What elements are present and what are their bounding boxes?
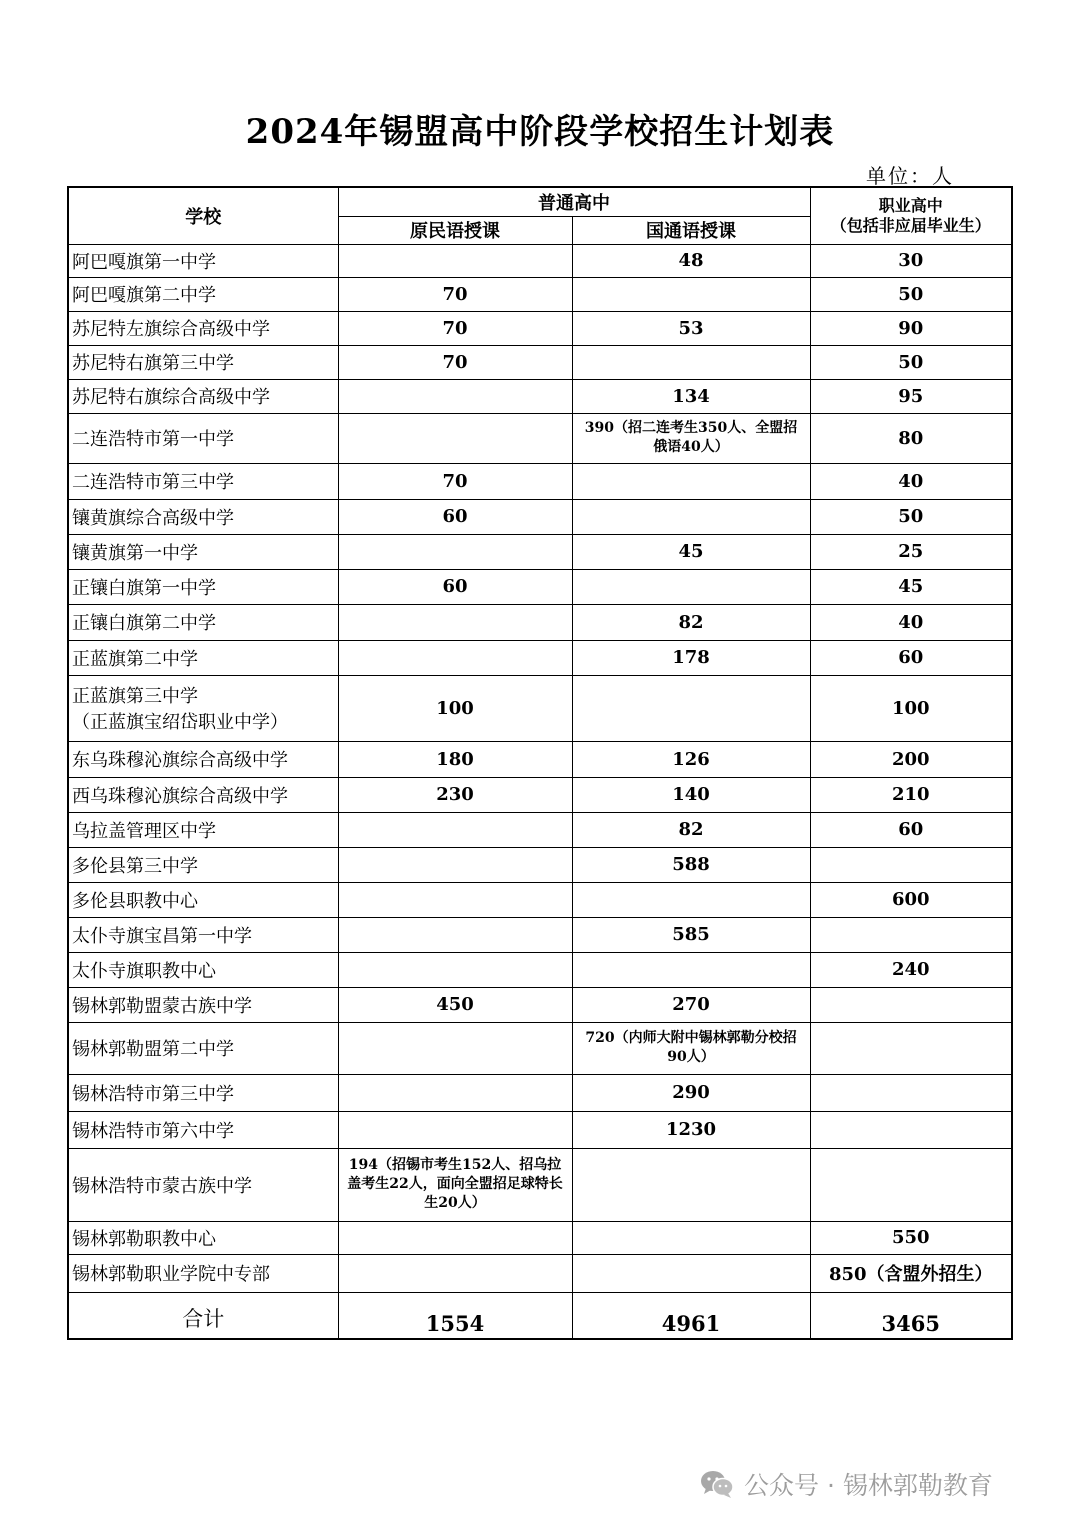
- vocational-value: [810, 987, 1012, 1022]
- school-name: [68, 675, 338, 741]
- mongolian-value: [338, 812, 572, 847]
- mongolian-value: [338, 534, 572, 569]
- school-name-line: 二连浩特市第一中学: [72, 429, 234, 450]
- school-name: [68, 917, 338, 952]
- total-mongolian: 1554: [338, 1292, 572, 1339]
- chinese-value: 1230: [572, 1111, 810, 1148]
- school-name-line: 锡林浩特市第三中学: [72, 1083, 234, 1105]
- school-name-line: 镶黄旗第一中学: [72, 542, 198, 564]
- school-name-line: 太仆寺旗宝昌第一中学: [72, 925, 252, 947]
- mongolian-value: [338, 604, 572, 640]
- table-row: [68, 413, 1012, 463]
- school-name: [68, 1254, 338, 1292]
- school-name-line: 太仆寺旗职教中心: [72, 960, 216, 982]
- school-name-line: 阿巴嘎旗第二中学: [72, 285, 216, 306]
- school-name: [68, 777, 338, 812]
- chinese-value: [572, 1221, 810, 1254]
- chinese-value: 53: [572, 311, 810, 345]
- header-general: 普通高中: [338, 187, 810, 216]
- chinese-value: [572, 345, 810, 379]
- mongolian-value: 70: [338, 345, 572, 379]
- school-name: [68, 640, 338, 675]
- mongolian-value: 100: [338, 675, 572, 741]
- table-row: [68, 675, 1012, 741]
- vocational-value: [810, 1022, 1012, 1074]
- mongolian-value: [338, 244, 572, 277]
- mongolian-value: 194（招锡市考生152人、招乌拉盖考生22人，面向全盟招足球特长生20人）: [338, 1148, 572, 1221]
- chinese-value: 134: [572, 379, 810, 413]
- chinese-value: 178: [572, 640, 810, 675]
- mongolian-value: [338, 379, 572, 413]
- table-row: [68, 1148, 1012, 1221]
- school-name: [68, 1074, 338, 1111]
- vocational-value: [810, 1111, 1012, 1148]
- school-name: [68, 1022, 338, 1074]
- table-row: [68, 952, 1012, 987]
- school-name-line: 正镶白旗第一中学: [72, 577, 216, 599]
- table-row: [68, 463, 1012, 499]
- table-row: [68, 882, 1012, 917]
- vocational-value: [810, 1148, 1012, 1221]
- table-row: [68, 499, 1012, 534]
- mongolian-value: 180: [338, 741, 572, 777]
- mongolian-value: [338, 882, 572, 917]
- chinese-value: 720（内师大附中锡林郭勒分校招90人）: [572, 1022, 810, 1074]
- header-vocational-title: 职业高中: [878, 195, 943, 215]
- table-row: [68, 569, 1012, 604]
- chinese-value: [572, 569, 810, 604]
- chinese-value: 82: [572, 604, 810, 640]
- chinese-value: 290: [572, 1074, 810, 1111]
- table-row: [68, 847, 1012, 882]
- school-name-line: 多伦县职教中心: [72, 890, 198, 912]
- chinese-value: [572, 463, 810, 499]
- school-name: [68, 345, 338, 379]
- school-name-line: 锡林浩特市第六中学: [72, 1120, 234, 1142]
- mongolian-value: [338, 1221, 572, 1254]
- chinese-value: [572, 277, 810, 311]
- vocational-value: 200: [810, 741, 1012, 777]
- table-row: [68, 311, 1012, 345]
- table-row: [68, 244, 1012, 277]
- school-name: [68, 379, 338, 413]
- school-name-line: 正蓝旗第二中学: [72, 648, 198, 670]
- mongolian-value: [338, 1111, 572, 1148]
- school-name: [68, 1148, 338, 1221]
- chinese-value: 48: [572, 244, 810, 277]
- school-name-line: 锡林郭勒盟蒙古族中学: [72, 995, 252, 1017]
- mongolian-value: [338, 952, 572, 987]
- mongolian-value: [338, 1074, 572, 1111]
- vocational-value: [810, 1074, 1012, 1111]
- table-row: [68, 1111, 1012, 1148]
- table-row: [68, 917, 1012, 952]
- page-title: 2024年锡盟高中阶段学校招生计划表: [245, 112, 835, 152]
- vocational-value: 550: [810, 1221, 1012, 1254]
- chinese-value: 45: [572, 534, 810, 569]
- chinese-value: 270: [572, 987, 810, 1022]
- vocational-value: 850（含盟外招生）: [810, 1254, 1012, 1292]
- school-name-line: 乌拉盖管理区中学: [72, 820, 216, 842]
- school-name: [68, 244, 338, 277]
- watermark: [700, 1464, 993, 1504]
- vocational-value: 40: [810, 463, 1012, 499]
- enrollment-table: [67, 186, 1013, 1340]
- mongolian-value: 70: [338, 463, 572, 499]
- mongolian-value: 70: [338, 277, 572, 311]
- watermark-text: 公众号 · 锡林郭勒教育: [744, 1471, 993, 1500]
- school-name-line: 苏尼特左旗综合高级中学: [72, 319, 270, 340]
- chinese-value: 126: [572, 741, 810, 777]
- table-row: [68, 1221, 1012, 1254]
- vocational-value: 25: [810, 534, 1012, 569]
- mongolian-value: 450: [338, 987, 572, 1022]
- school-name-line: 阿巴嘎旗第一中学: [72, 251, 216, 273]
- chinese-value: [572, 675, 810, 741]
- unit-label: 单位：人: [866, 164, 954, 188]
- chinese-value: [572, 1148, 810, 1221]
- school-name-line: 锡林郭勒职教中心: [72, 1228, 216, 1250]
- total-row: [68, 1292, 1012, 1339]
- vocational-value: 50: [810, 345, 1012, 379]
- chinese-value: 82: [572, 812, 810, 847]
- chinese-value: 585: [572, 917, 810, 952]
- vocational-value: [810, 917, 1012, 952]
- vocational-value: 60: [810, 640, 1012, 675]
- vocational-value: 95: [810, 379, 1012, 413]
- mongolian-value: [338, 1254, 572, 1292]
- header-mongolian: 原民语授课: [338, 216, 572, 244]
- school-name-line: 锡林郭勒盟第二中学: [72, 1039, 234, 1060]
- school-name: [68, 604, 338, 640]
- mongolian-value: 60: [338, 499, 572, 534]
- school-name: [68, 413, 338, 463]
- table-row: [68, 1254, 1012, 1292]
- school-name-line: 苏尼特右旗综合高级中学: [72, 387, 270, 408]
- mongolian-value: [338, 847, 572, 882]
- mongolian-value: [338, 640, 572, 675]
- school-name-line: 东乌珠穆沁旗综合高级中学: [72, 750, 288, 771]
- table-row: [68, 345, 1012, 379]
- school-name-line: 西乌珠穆沁旗综合高级中学: [72, 785, 288, 807]
- total-label: 合计: [68, 1292, 338, 1339]
- total-vocational: 3465: [810, 1292, 1012, 1339]
- school-name-line: 正镶白旗第二中学: [72, 613, 216, 634]
- school-name: [68, 463, 338, 499]
- vocational-value: 60: [810, 812, 1012, 847]
- school-name: [68, 311, 338, 345]
- mongolian-value: [338, 1022, 572, 1074]
- vocational-value: 210: [810, 777, 1012, 812]
- school-name: [68, 987, 338, 1022]
- vocational-value: [810, 847, 1012, 882]
- school-name: [68, 569, 338, 604]
- table-row: [68, 777, 1012, 812]
- vocational-value: 240: [810, 952, 1012, 987]
- school-name: [68, 277, 338, 311]
- header-vocational-note: （包括非应届毕业生）: [830, 215, 991, 235]
- table-row: [68, 1022, 1012, 1074]
- chinese-value: 140: [572, 777, 810, 812]
- vocational-value: 50: [810, 277, 1012, 311]
- school-name-line: 锡林浩特市蒙古族中学: [72, 1175, 252, 1197]
- school-name: [68, 741, 338, 777]
- school-name-subline: （正蓝旗宝绍岱职业中学）: [72, 712, 288, 733]
- school-name: [68, 812, 338, 847]
- vocational-value: 80: [810, 413, 1012, 463]
- wechat-icon: [700, 1469, 734, 1499]
- table-body: [68, 244, 1012, 1339]
- header-school: 学校: [68, 187, 338, 244]
- table-row: [68, 1074, 1012, 1111]
- table-row: [68, 379, 1012, 413]
- vocational-value: 50: [810, 499, 1012, 534]
- table-row: [68, 812, 1012, 847]
- school-name-line: 正蓝旗第三中学: [72, 686, 198, 707]
- vocational-value: 30: [810, 244, 1012, 277]
- table-row: [68, 604, 1012, 640]
- vocational-value: 100: [810, 675, 1012, 741]
- school-name-line: 锡林郭勒职业学院中专部: [72, 1264, 270, 1285]
- school-name: [68, 847, 338, 882]
- school-name: [68, 499, 338, 534]
- chinese-value: [572, 499, 810, 534]
- school-name-line: 镶黄旗综合高级中学: [72, 507, 234, 529]
- school-name: [68, 534, 338, 569]
- header-vocational: [810, 187, 1012, 244]
- school-name: [68, 1111, 338, 1148]
- table-row: [68, 741, 1012, 777]
- school-name-line: 二连浩特市第三中学: [72, 472, 234, 493]
- school-name: [68, 882, 338, 917]
- mongolian-value: [338, 917, 572, 952]
- chinese-value: [572, 1254, 810, 1292]
- chinese-value: [572, 952, 810, 987]
- table-row: [68, 534, 1012, 569]
- header-chinese: 国通语授课: [572, 216, 810, 244]
- mongolian-value: 60: [338, 569, 572, 604]
- school-name-line: 多伦县第三中学: [72, 855, 198, 877]
- table-row: [68, 640, 1012, 675]
- total-chinese: 4961: [572, 1292, 810, 1339]
- mongolian-value: [338, 413, 572, 463]
- chinese-value: 390（招二连考生350人、全盟招俄语40人）: [572, 413, 810, 463]
- school-name-line: 苏尼特右旗第三中学: [72, 353, 234, 374]
- mongolian-value: 230: [338, 777, 572, 812]
- table-row: [68, 987, 1012, 1022]
- chinese-value: 588: [572, 847, 810, 882]
- vocational-value: 90: [810, 311, 1012, 345]
- chinese-value: [572, 882, 810, 917]
- vocational-value: 600: [810, 882, 1012, 917]
- vocational-value: 40: [810, 604, 1012, 640]
- school-name: [68, 1221, 338, 1254]
- mongolian-value: 70: [338, 311, 572, 345]
- table-row: [68, 277, 1012, 311]
- vocational-value: 45: [810, 569, 1012, 604]
- school-name: [68, 952, 338, 987]
